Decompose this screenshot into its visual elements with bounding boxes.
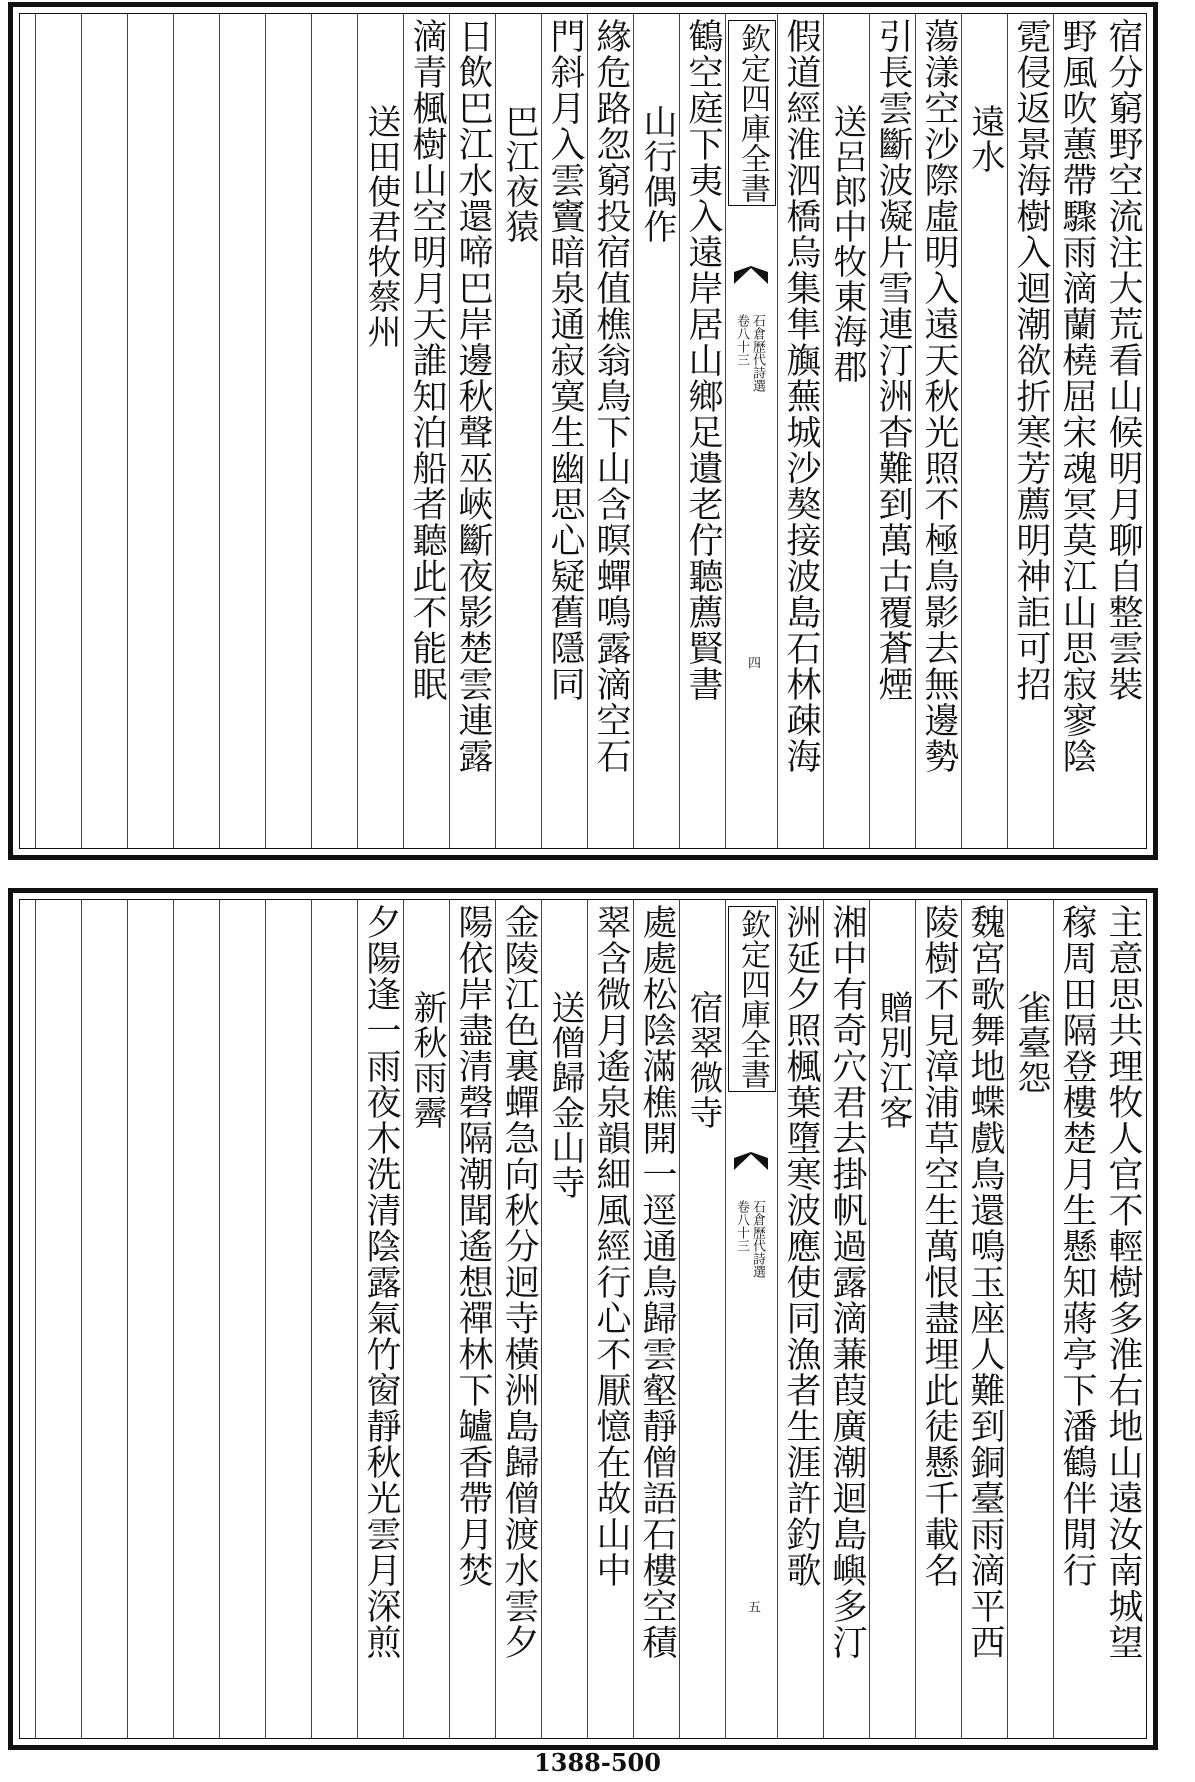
text-column bbox=[961, 900, 1008, 1738]
bottom-page-frame bbox=[19, 899, 1147, 1739]
text-column bbox=[403, 14, 450, 848]
text-column bbox=[311, 14, 358, 848]
text-column bbox=[127, 900, 174, 1738]
text-column bbox=[541, 900, 588, 1738]
text-column bbox=[495, 900, 542, 1738]
poem-line: 夕陽逢一雨夜木洗清陰露氣竹窗靜秋光雲月深煎 bbox=[361, 904, 401, 1660]
text-column bbox=[869, 900, 916, 1738]
text-column bbox=[403, 900, 450, 1738]
text-column bbox=[823, 14, 870, 848]
text-column bbox=[587, 900, 634, 1738]
poem-line: 野風吹蕙帶驟雨滴蘭橈屈宋魂冥莫江山思寂寥陰 bbox=[1057, 18, 1097, 774]
poem-line: 蕩漾空沙際虛明入遠天秋光照不極鳥影去無邊勢 bbox=[919, 18, 959, 774]
poem-line: 霓侵返景海樹入迴潮欲折寒芳薦明神詎可招 bbox=[1011, 18, 1051, 702]
spine-book-title: 石倉歷代詩選 bbox=[750, 1200, 765, 1278]
poem-line: 日飲巴江水還啼巴岸邊秋聲巫峽斷夜影楚雲連露 bbox=[453, 18, 493, 774]
text-column bbox=[915, 900, 962, 1738]
spine-column bbox=[725, 900, 778, 1738]
poem-line: 處處松陰滿樵開一逕通鳥歸雲壑靜僧語石樓空積 bbox=[637, 904, 677, 1660]
poem-title: 巴江夜猿 bbox=[499, 104, 539, 244]
text-column bbox=[81, 900, 128, 1738]
text-column bbox=[777, 900, 824, 1738]
poem-line: 鶴空庭下夷入遠岸居山鄉足遺老佇聽薦賢書 bbox=[683, 18, 723, 702]
text-column bbox=[449, 14, 496, 848]
text-column bbox=[265, 14, 312, 848]
poem-line: 宿分窮野空流注大荒看山候明月聊自整雲裝 bbox=[1103, 18, 1143, 702]
spine-leaf-number: 四 bbox=[745, 656, 760, 669]
text-column bbox=[81, 14, 128, 848]
spine-leaf-number: 五 bbox=[745, 1600, 760, 1613]
text-column bbox=[357, 900, 404, 1738]
text-column bbox=[173, 14, 220, 848]
spine-column bbox=[725, 14, 778, 848]
text-column bbox=[1100, 14, 1146, 848]
top-page-frame bbox=[19, 13, 1147, 849]
poem-title: 送僧歸金山寺 bbox=[545, 990, 585, 1200]
poem-line: 陽依岸盡清磬隔潮聞遙想禪林下罏香帶月焚 bbox=[453, 904, 493, 1588]
text-column bbox=[173, 900, 220, 1738]
text-column bbox=[587, 14, 634, 848]
text-column bbox=[915, 14, 962, 848]
poem-line: 主意思共理牧人官不輕樹多淮右地山遠汝南城望 bbox=[1103, 904, 1143, 1660]
poem-title: 送田使君牧蔡州 bbox=[361, 104, 401, 349]
text-column bbox=[219, 900, 266, 1738]
text-column bbox=[1007, 900, 1054, 1738]
poem-title: 遠水 bbox=[965, 104, 1005, 174]
spine-book-title: 石倉歷代詩選 bbox=[750, 314, 765, 392]
text-column bbox=[1007, 14, 1054, 848]
text-column bbox=[1100, 900, 1146, 1738]
text-column bbox=[35, 900, 82, 1738]
fish-tail-mark-icon bbox=[734, 1152, 768, 1170]
text-column bbox=[869, 14, 916, 848]
text-column bbox=[449, 900, 496, 1738]
poem-line: 魏宮歌舞地蝶戲鳥還鳴玉座人難到銅臺雨滴平西 bbox=[965, 904, 1005, 1660]
poem-line: 滴青楓樹山空明月天誰知泊船者聽此不能眠 bbox=[407, 18, 447, 702]
text-column bbox=[633, 900, 680, 1738]
text-column bbox=[633, 14, 680, 848]
page-number: 1388-500 bbox=[534, 1748, 661, 1777]
text-column bbox=[777, 14, 824, 848]
text-column bbox=[311, 900, 358, 1738]
bottom-page bbox=[8, 888, 1158, 1750]
text-column bbox=[1053, 14, 1100, 848]
fish-tail-mark-icon bbox=[734, 266, 768, 284]
poem-title: 宿翠微寺 bbox=[683, 990, 723, 1130]
spine-header: 欽定四庫全書 bbox=[728, 20, 776, 206]
top-page bbox=[8, 2, 1158, 860]
spine-header: 欽定四庫全書 bbox=[728, 906, 776, 1092]
text-column bbox=[961, 14, 1008, 848]
text-column bbox=[357, 14, 404, 848]
poem-line: 引長雲斷波凝片雪連汀洲杳難到萬古覆蒼煙 bbox=[873, 18, 913, 702]
spine-volume: 卷八十三 bbox=[734, 1200, 749, 1252]
poem-line: 洲延夕照楓葉墮寒波應使同漁者生涯許釣歌 bbox=[781, 904, 821, 1588]
text-column bbox=[127, 14, 174, 848]
text-column bbox=[1053, 900, 1100, 1738]
poem-line: 門斜月入雲竇暗泉通寂寞生幽思心疑舊隱同 bbox=[545, 18, 585, 702]
text-column bbox=[219, 14, 266, 848]
poem-line: 金陵江色裏蟬急向秋分迥寺橫洲島歸僧渡水雲夕 bbox=[499, 904, 539, 1660]
text-column bbox=[541, 14, 588, 848]
text-column bbox=[823, 900, 870, 1738]
poem-title: 雀臺怨 bbox=[1011, 990, 1051, 1095]
text-column bbox=[265, 900, 312, 1738]
poem-title: 山行偶作 bbox=[637, 104, 677, 244]
poem-line: 假道經淮泗橋烏集隼旟蕪城沙獒接波島石林疎海 bbox=[781, 18, 821, 774]
text-column bbox=[35, 14, 82, 848]
poem-line: 緣危路忽窮投宿值樵翁鳥下山含暝蟬鳴露滴空石 bbox=[591, 18, 631, 774]
text-column bbox=[679, 900, 726, 1738]
spine-volume: 卷八十三 bbox=[734, 314, 749, 366]
text-column bbox=[679, 14, 726, 848]
text-column bbox=[495, 14, 542, 848]
poem-line: 陵樹不見漳浦草空生萬恨盡埋此徒懸千載名 bbox=[919, 904, 959, 1588]
poem-title: 新秋雨霽 bbox=[407, 990, 447, 1130]
poem-title: 送呂郎中牧東海郡 bbox=[827, 104, 867, 384]
poem-title: 贈別江客 bbox=[873, 990, 913, 1130]
poem-line: 翠含微月遙泉韻細風經行心不厭憶在故山中 bbox=[591, 904, 631, 1588]
poem-line: 湘中有奇穴君去掛帆過露滴蒹葭廣潮迴島嶼多汀 bbox=[827, 904, 867, 1660]
poem-line: 稼周田隔登樓楚月生懸知蔣亭下潘鶴伴閒行 bbox=[1057, 904, 1097, 1588]
